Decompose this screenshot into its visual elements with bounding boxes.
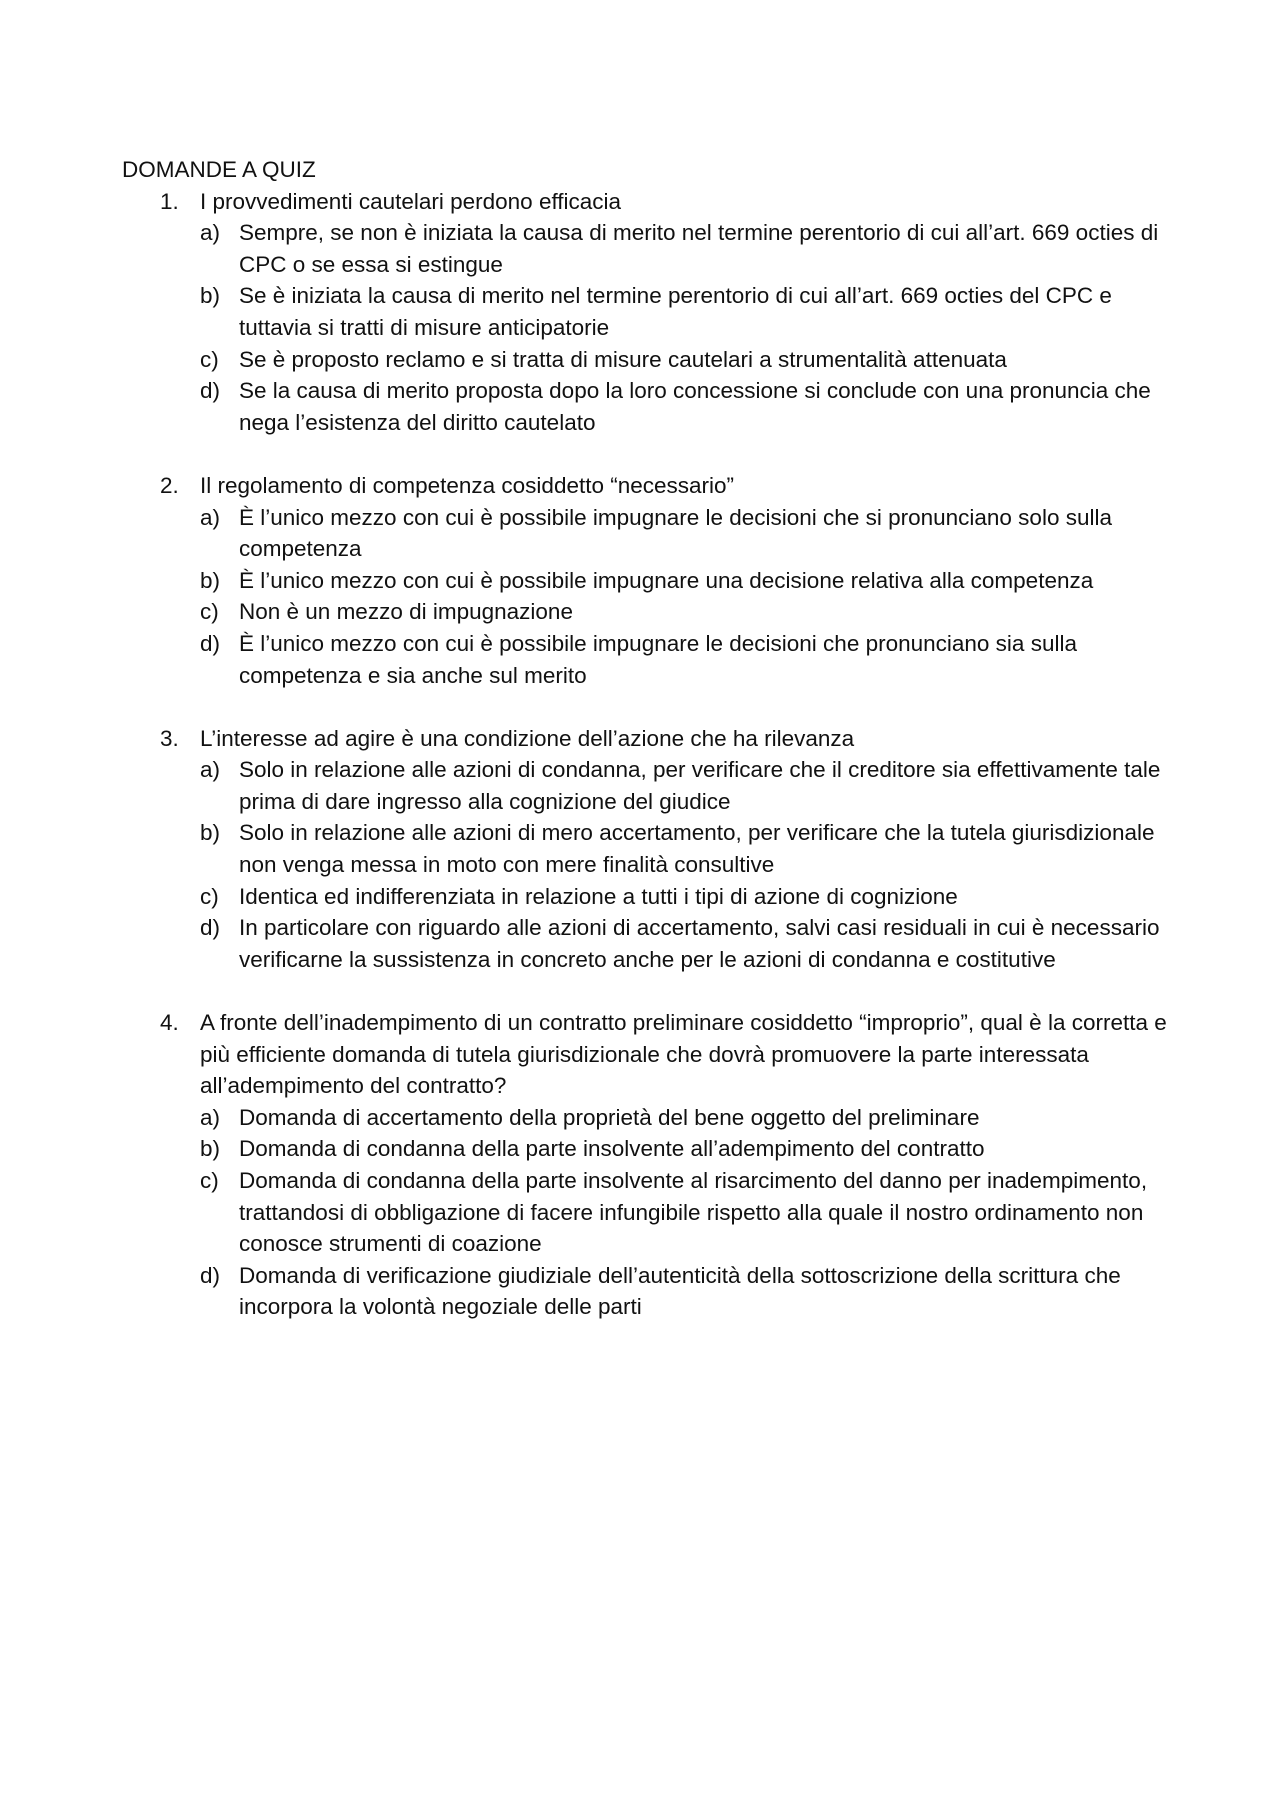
answer-letter: b) bbox=[200, 1136, 221, 1162]
answer-option-a bbox=[200, 754, 1180, 817]
answer-text: In particolare con riguardo alle azioni di accertamento, salvi casi residuali in cui è necessario verificarne la sussistenza in concreto anche per le azioni di condanna e costitutive bbox=[239, 915, 1160, 972]
answer-letter: d) bbox=[200, 1262, 221, 1288]
answer-letter: c) bbox=[200, 883, 219, 909]
answer-letter: a) bbox=[200, 504, 221, 530]
answer-letter: d) bbox=[200, 630, 221, 656]
question-number: 4. bbox=[160, 1010, 179, 1036]
answer-option-c bbox=[200, 881, 1180, 913]
question-number: 2. bbox=[160, 472, 179, 498]
answer-option-b bbox=[200, 817, 1180, 880]
answer-text: Se la causa di merito proposta dopo la loro concessione si conclude con una pronuncia che nega l’esistenza del diritto cautelato bbox=[239, 378, 1151, 435]
answer-option-d bbox=[200, 1260, 1180, 1323]
answer-text: Domanda di accertamento della proprietà del bene oggetto del preliminare bbox=[239, 1104, 980, 1130]
answer-option-c bbox=[200, 596, 1180, 628]
answer-option-a bbox=[200, 1102, 1180, 1134]
answer-text: Solo in relazione alle azioni di mero accertamento, per verificare che la tutela giurisdizionale non venga messa in moto con mere finalità consultive bbox=[239, 820, 1155, 878]
answer-letter: c) bbox=[200, 346, 219, 372]
question-text: A fronte dell’inadempimento di un contratto preliminare cosiddetto “improprio”, qual è la corretta e più efficiente domanda di tutela giurisdizionale che dovrà promuovere la parte interessata all’adempimento del contratto? bbox=[200, 1010, 1167, 1099]
answer-list bbox=[200, 1102, 1162, 1323]
answer-letter: d) bbox=[200, 378, 221, 404]
answer-option-a bbox=[200, 502, 1180, 565]
question-number: 3. bbox=[160, 725, 179, 751]
answer-letter: a) bbox=[200, 1104, 221, 1130]
answer-option-c bbox=[200, 1165, 1180, 1260]
answer-option-b bbox=[200, 1133, 1180, 1165]
answer-letter: c) bbox=[200, 1168, 219, 1193]
answer-text: Domanda di condanna della parte insolvente al risarcimento del danno per inadempimento, trattandosi di obbligazione di facere infungibile rispetto alla quale il nostro ordinamento non conosce strumenti di coazione bbox=[239, 1168, 1148, 1257]
answer-option-c bbox=[200, 344, 1180, 376]
answer-letter: c) bbox=[200, 599, 219, 625]
answer-text: È l’unico mezzo con cui è possibile impugnare le decisioni che si pronunciano solo sulla competenza bbox=[239, 504, 1112, 562]
question-text: I provvedimenti cautelari perdono efficacia bbox=[200, 188, 622, 214]
answer-text: Identica ed indifferenziata in relazione a tutti i tipi di azione di cognizione bbox=[239, 883, 958, 909]
question-3 bbox=[122, 723, 1162, 976]
answer-list bbox=[200, 217, 1162, 438]
question-text: Il regolamento di competenza cosiddetto “necessario” bbox=[200, 472, 735, 498]
answer-option-b bbox=[200, 565, 1180, 597]
answer-text: Sempre, se non è iniziata la causa di merito nel termine perentorio di cui all’art. 669 octies di CPC o se essa si estingue bbox=[239, 220, 1159, 277]
answer-letter: d) bbox=[200, 915, 221, 941]
answer-text: Se è proposto reclamo e si tratta di misure cautelari a strumentalità attenuata bbox=[239, 346, 1007, 372]
answer-option-b bbox=[200, 280, 1180, 343]
answer-text: Domanda di condanna della parte insolvente all’adempimento del contratto bbox=[239, 1136, 985, 1162]
answer-option-d bbox=[200, 628, 1180, 691]
answer-list bbox=[200, 502, 1162, 692]
answer-text: Solo in relazione alle azioni di condanna, per verificare che il creditore sia effettivamente tale prima di dare ingresso alla cognizione del giudice bbox=[239, 757, 1161, 814]
document-body bbox=[122, 154, 1167, 1323]
question-text: L’interesse ad agire è una condizione dell’azione che ha rilevanza bbox=[200, 725, 855, 751]
answer-text: Non è un mezzo di impugnazione bbox=[239, 599, 573, 625]
answer-letter: b) bbox=[200, 283, 221, 309]
question-number: 1. bbox=[160, 188, 179, 214]
answer-option-d bbox=[200, 912, 1180, 975]
answer-letter: b) bbox=[200, 820, 221, 846]
answer-letter: b) bbox=[200, 567, 221, 593]
question-4 bbox=[122, 1007, 1167, 1323]
answer-list bbox=[200, 754, 1162, 975]
question-1 bbox=[122, 186, 1162, 439]
answer-text: Domanda di verificazione giudiziale dell’autenticità della sottoscrizione della scrittura che incorpora la volontà negoziale delle parti bbox=[239, 1262, 1121, 1320]
answer-option-a bbox=[200, 217, 1180, 280]
answer-letter: a) bbox=[200, 220, 221, 246]
document-title: DOMANDE A QUIZ bbox=[122, 157, 316, 182]
answer-option-d bbox=[200, 375, 1180, 438]
answer-text: Se è iniziata la causa di merito nel termine perentorio di cui all’art. 669 octies del CPC e tuttavia si tratti di misure anticipatorie bbox=[239, 283, 1112, 340]
question-2 bbox=[122, 470, 1162, 691]
answer-text: È l’unico mezzo con cui è possibile impugnare le decisioni che pronunciano sia sulla competenza e sia anche sul merito bbox=[239, 630, 1077, 688]
answer-text: È l’unico mezzo con cui è possibile impugnare una decisione relativa alla competenza bbox=[239, 567, 1094, 593]
answer-letter: a) bbox=[200, 757, 221, 783]
